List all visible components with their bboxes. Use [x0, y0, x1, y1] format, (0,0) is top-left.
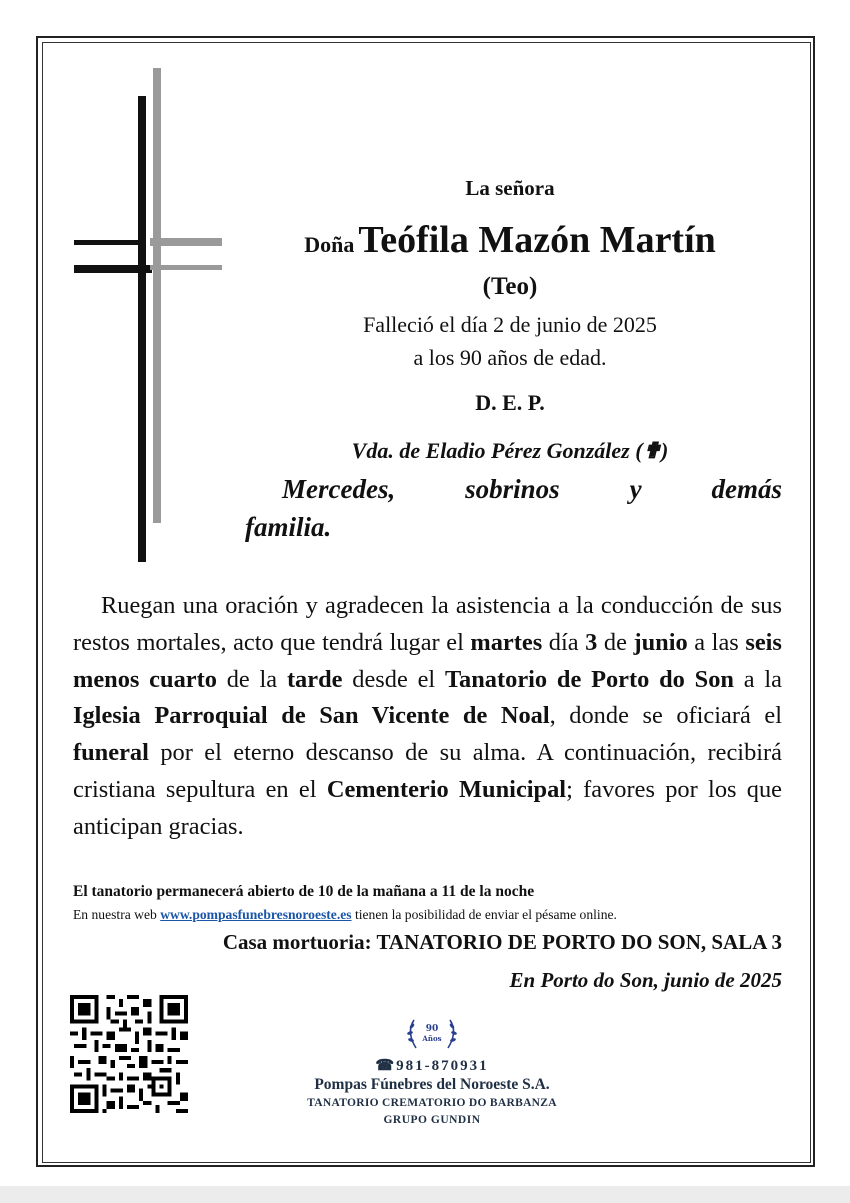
family-line-end: familia.: [245, 512, 332, 542]
family-word: demás: [711, 474, 782, 504]
body-bold: Iglesia Parroquial de San Vicente de Noal: [73, 702, 550, 730]
page-bottom-band: [0, 1186, 850, 1203]
body-bold: seis menos cuarto: [73, 628, 782, 693]
cross-icon: [0, 0, 230, 580]
phone-line[interactable]: [290, 1056, 574, 1075]
phone-number: 981-870931: [396, 1058, 489, 1074]
name-main: Teófila Mazón Martín: [358, 219, 716, 261]
body-text: desde el: [352, 665, 436, 693]
age-text: a los 90 años de edad.: [413, 345, 607, 370]
web-note: [73, 907, 617, 923]
body-text: ; favores por los que anticipan gracias.: [73, 775, 783, 840]
group-name: GRUPO GUNDIN: [383, 1114, 481, 1126]
phone-icon: ☎: [375, 1058, 397, 1074]
deceased-name: [240, 218, 780, 262]
body-bold: martes: [470, 628, 543, 656]
casa-mortuoria: [73, 930, 782, 955]
body-bold: 3: [585, 628, 598, 656]
casa-value: TANATORIO DE PORTO DO SON, SALA 3: [376, 930, 782, 954]
tanatorio-hours: El tanatorio permanecerá abierto de 10 de la mañana a 11 de la noche: [73, 883, 535, 900]
body-text: día: [548, 628, 579, 656]
body-text: de la: [226, 665, 278, 693]
ceremony-paragraph: [73, 588, 782, 846]
body-text: de: [603, 628, 627, 656]
widow-text: Vda. de Eladio Pérez González (✟): [351, 438, 669, 463]
body-text: a la: [743, 665, 782, 693]
crematorium-name: TANATORIO CREMATORIO DO BARBANZA: [307, 1097, 557, 1109]
body-bold: Cementerio Municipal: [326, 775, 567, 803]
body-text: , donde se oficiará el: [549, 702, 782, 730]
family-line: [282, 474, 782, 505]
family-word: Mercedes,: [282, 474, 396, 504]
place-date: En Porto do Son, junio de 2025: [509, 968, 782, 992]
qr-code-icon[interactable]: [70, 995, 188, 1113]
company-name: Pompas Fúnebres del Noroeste S.A.: [314, 1076, 550, 1093]
casa-label: Casa mortuoria:: [222, 930, 372, 954]
death-date: Falleció el día 2 de junio de 2025: [363, 312, 657, 337]
title-label: La señora: [465, 176, 555, 200]
logo-word: Años: [422, 1034, 442, 1043]
body-bold: funeral: [73, 739, 149, 767]
nickname: (Teo): [482, 273, 538, 300]
web-suffix: tienen la posibilidad de enviar el pésame online.: [354, 907, 617, 922]
body-text: a las: [694, 628, 739, 656]
website-link[interactable]: www.pompasfunebresnoroeste.es: [160, 907, 352, 922]
body-text: Ruegan una oración y agradecen la asistencia a la conducción de sus restos mortales, acto que tendrá lugar el: [73, 592, 782, 656]
dep-text: D. E. P.: [475, 390, 545, 415]
body-text: por el eterno descanso de su alma. A continuación, recibirá cristiana sepultura en el: [73, 739, 782, 803]
family-word: sobrinos: [465, 474, 560, 504]
family-word: y: [629, 474, 642, 504]
body-bold: Tanatorio de Porto do Son: [445, 665, 734, 693]
web-prefix: En nuestra web: [73, 907, 157, 922]
body-bold: tarde: [286, 665, 343, 693]
name-prefix: Doña: [304, 232, 355, 257]
body-bold: junio: [633, 628, 688, 656]
logo-number: 90: [425, 1024, 439, 1034]
anniversary-logo-icon: [390, 1010, 474, 1060]
